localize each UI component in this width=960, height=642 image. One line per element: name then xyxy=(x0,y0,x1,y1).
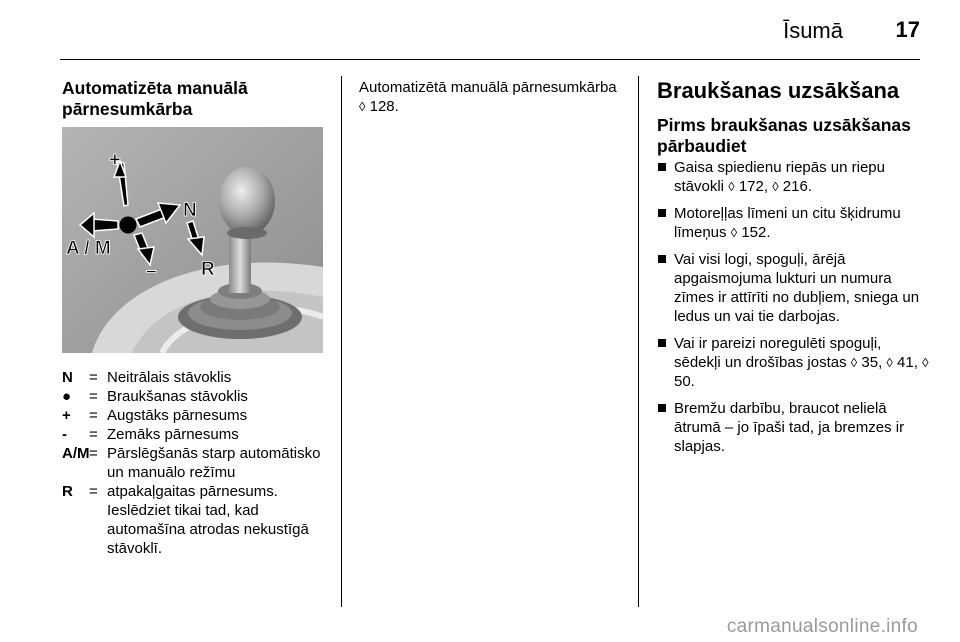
legend-row xyxy=(62,406,332,425)
bullet-square-icon xyxy=(658,163,666,171)
legend-row xyxy=(62,444,332,482)
page-ref-arrow-icon: ◊ xyxy=(730,225,738,240)
subheading-pre-checks: Pirms braukšanas uzsākšanas pārbaudiet xyxy=(657,115,911,156)
legend-equals: = xyxy=(89,388,98,405)
checklist-item-text: Gaisa spiedienu riepās un riepu stāvokli xyxy=(674,159,885,195)
page-reference-link[interactable]: 35, xyxy=(861,354,883,371)
legend-key: A/M xyxy=(62,445,90,462)
page-ref-arrow-icon: ◊ xyxy=(922,355,929,370)
cross-reference-text xyxy=(359,78,619,116)
column-divider-right xyxy=(638,76,639,607)
section-heading-transmission: Automatizēta manuālā pārnesumkārba xyxy=(62,78,248,119)
legend-equals: = xyxy=(89,445,98,462)
figure-label-n: N xyxy=(183,200,197,221)
legend-key: - xyxy=(62,426,67,443)
checklist-item xyxy=(657,399,932,456)
bullet-square-icon xyxy=(658,404,666,412)
figure-label-r: R xyxy=(201,259,215,280)
legend-row xyxy=(62,482,332,558)
figure-label-plus: + xyxy=(109,149,121,171)
page-reference-link[interactable]: 50. xyxy=(674,373,695,390)
page-reference-link[interactable]: 172, xyxy=(738,178,769,195)
legend-equals: = xyxy=(89,369,98,386)
header-rule xyxy=(60,59,920,60)
legend-key: R xyxy=(62,483,73,500)
checklist-item-text: Bremžu darbību, braucot nelielā ātrumā – jo īpaši tad, ja bremzes ir slapjas. xyxy=(674,400,905,455)
bullet-square-icon xyxy=(658,339,666,347)
legend-text: Braukšanas stāvoklis xyxy=(107,388,248,405)
figure-legend xyxy=(62,368,332,558)
legend-key: N xyxy=(62,369,73,386)
page-ref-arrow-icon: ◊ xyxy=(359,99,366,114)
figure-label-minus: – xyxy=(146,261,157,282)
pre-drive-checklist xyxy=(657,158,932,464)
page-ref-arrow-icon: ◊ xyxy=(850,355,858,370)
legend-equals: = xyxy=(89,407,98,424)
page-reference-link[interactable]: 41, xyxy=(897,354,918,371)
legend-equals: = xyxy=(89,426,98,443)
running-header-title: Īsumā xyxy=(783,18,843,43)
page-reference-link[interactable]: 152. xyxy=(741,224,771,241)
legend-key: ● xyxy=(62,388,72,405)
site-watermark: carmanualsonline.info xyxy=(726,616,918,637)
checklist-item xyxy=(657,158,932,196)
legend-text: Neitrālais stāvoklis xyxy=(107,369,232,386)
checklist-item-text: Motoreļļas līmeni un citu šķidrumu līmeņus xyxy=(674,205,901,241)
bullet-square-icon xyxy=(658,209,666,217)
column-divider-left xyxy=(341,76,342,607)
gear-selector-illustration xyxy=(62,127,323,353)
legend-text: Pārslēgšanās starp automātisko un manuālo režīmu xyxy=(107,445,321,481)
cross-reference-label: Automatizētā manuālā pārnesumkārba xyxy=(359,79,617,96)
page-ref-arrow-icon: ◊ xyxy=(728,179,735,194)
checklist-item xyxy=(657,334,932,391)
checklist-item xyxy=(657,204,932,242)
page-reference-link[interactable]: 216. xyxy=(782,178,812,195)
legend-row xyxy=(62,387,332,406)
page-reference-link[interactable]: 128. xyxy=(369,98,399,115)
legend-text: Augstāks pārnesums xyxy=(107,407,248,424)
section-heading-starting: Braukšanas uzsākšana xyxy=(657,78,900,103)
gear-selector-drawing xyxy=(62,127,323,353)
bullet-square-icon xyxy=(658,255,666,263)
legend-text: atpakaļgaitas pārnesums. Ieslēdziet tikai tad, kad automašīna atrodas nekustīgā stāvoklī. xyxy=(107,483,309,557)
page-ref-arrow-icon: ◊ xyxy=(886,355,893,370)
checklist-item-text: Vai ir pareizi noregulēti spoguļi, sēdekļi un drošības jostas xyxy=(674,335,882,371)
figure-label-am: A / M xyxy=(66,238,111,259)
legend-row xyxy=(62,425,332,444)
legend-text: Zemāks pārnesums xyxy=(107,426,239,443)
legend-equals: = xyxy=(89,483,98,500)
legend-row xyxy=(62,368,332,387)
page-ref-arrow-icon: ◊ xyxy=(772,179,779,194)
legend-key: + xyxy=(62,407,71,424)
checklist-item xyxy=(657,250,932,326)
page-number: 17 xyxy=(895,17,920,42)
checklist-item-text: Vai visi logi, spoguļi, ārējā apgaismojuma lukturi un numura zīmes ir attīrīti no dubļiem, sniega un ledus un vai tie darbojas. xyxy=(674,251,920,325)
